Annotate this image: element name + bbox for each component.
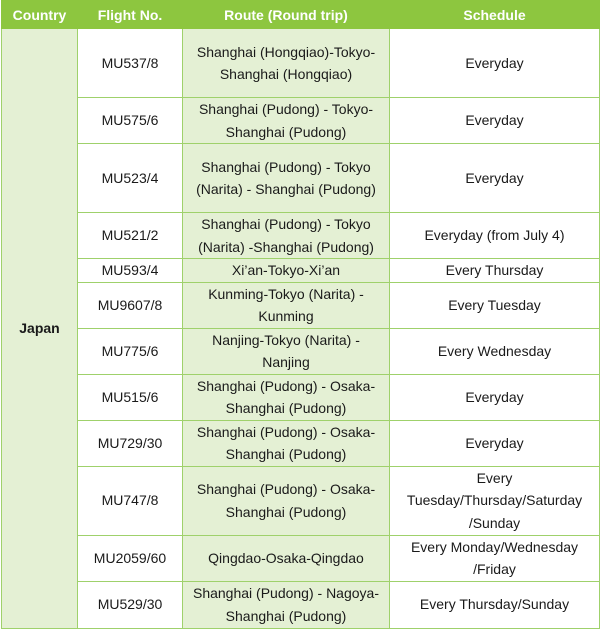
schedule-text: Everyday (465, 54, 524, 71)
country-cell: Japan (2, 29, 78, 629)
route-cell (183, 282, 390, 328)
route-text: Shanghai (Pudong) - Tokyo (Narita) -Shanghai (Pudong) (198, 216, 374, 255)
header-route: Route (Round trip) (183, 1, 390, 29)
route-cell (183, 581, 390, 628)
schedule-cell (390, 328, 600, 374)
route-text: Shanghai (Hongqiao)-Tokyo-Shanghai (Hongqiao) (196, 43, 376, 82)
schedule-text: Everyday (465, 112, 524, 129)
table-row (2, 374, 600, 420)
schedule-text: Every Thursday/Sunday (419, 596, 570, 613)
schedule-cell (390, 259, 600, 283)
header-row (2, 1, 600, 29)
table-row (2, 581, 600, 628)
route-cell (183, 98, 390, 144)
schedule-cell (390, 420, 600, 466)
header-country: Country (2, 1, 78, 29)
route-text: Shanghai (Pudong) - Osaka-Shanghai (Pudong) (196, 377, 376, 416)
schedule-text: Everyday (465, 434, 524, 451)
route-cell (183, 259, 390, 283)
flight-number-cell: MU775/6 (78, 328, 183, 374)
table-header (2, 1, 600, 29)
route-cell (183, 29, 390, 98)
flight-number-cell: MU537/8 (78, 29, 183, 98)
table-row (2, 259, 600, 283)
table-row (2, 328, 600, 374)
table-row (2, 420, 600, 466)
flight-number-cell: MU2059/60 (78, 535, 183, 581)
flight-number-cell: MU593/4 (78, 259, 183, 283)
flight-number-cell: MU9607/8 (78, 282, 183, 328)
table-row (2, 466, 600, 535)
route-text: Kunming-Tokyo (Narita) - Kunming (208, 285, 364, 324)
table-body (2, 29, 600, 629)
schedule-text: Every Tuesday/Thursday/Saturday /Sunday (406, 469, 583, 531)
header-schedule: Schedule (390, 1, 600, 29)
schedule-cell (390, 466, 600, 535)
table-row (2, 535, 600, 581)
route-text: Shanghai (Pudong) - Tokyo (Narita) - Shanghai (Pudong) (196, 158, 376, 197)
schedule-text: Every Wednesday (437, 342, 552, 359)
flight-number-cell: MU529/30 (78, 581, 183, 628)
schedule-cell (390, 29, 600, 98)
table-row (2, 144, 600, 213)
schedule-text: Every Monday/Wednesday /Friday (410, 538, 579, 577)
header-flight-no: Flight No. (78, 1, 183, 29)
flight-number-cell: MU575/6 (78, 98, 183, 144)
route-text: Shanghai (Pudong) - Tokyo-Shanghai (Pudong) (198, 101, 374, 140)
schedule-cell (390, 282, 600, 328)
flight-number-cell: MU515/6 (78, 374, 183, 420)
route-cell (183, 144, 390, 213)
route-text: Shanghai (Pudong) - Osaka-Shanghai (Pudong) (196, 423, 376, 462)
route-cell (183, 328, 390, 374)
schedule-cell (390, 535, 600, 581)
route-text: Xi’an-Tokyo-Xi’an (231, 262, 341, 278)
flight-number-cell: MU521/2 (78, 213, 183, 259)
table-row (2, 98, 600, 144)
flights-table (1, 0, 600, 629)
table-row (2, 29, 600, 98)
route-cell (183, 213, 390, 259)
route-cell (183, 535, 390, 581)
schedule-cell (390, 144, 600, 213)
route-text: Shanghai (Pudong) - Osaka-Shanghai (Pudong) (196, 481, 376, 520)
schedule-cell (390, 374, 600, 420)
route-text: Qingdao-Osaka-Qingdao (208, 549, 364, 566)
schedule-cell (390, 213, 600, 259)
table-row (2, 282, 600, 328)
schedule-text: Everyday (465, 388, 524, 405)
schedule-cell (390, 581, 600, 628)
flight-number-cell: MU729/30 (78, 420, 183, 466)
route-text: Shanghai (Pudong) - Nagoya-Shanghai (Pudong) (192, 585, 379, 624)
route-cell (183, 374, 390, 420)
table-row (2, 213, 600, 259)
flight-number-cell: MU523/4 (78, 144, 183, 213)
schedule-text: Everyday (from July 4) (424, 227, 565, 244)
schedule-cell (390, 98, 600, 144)
schedule-text: Everyday (465, 169, 524, 186)
route-cell (183, 466, 390, 535)
route-text: Nanjing-Tokyo (Narita) -Nanjing (212, 331, 360, 370)
flight-number-cell: MU747/8 (78, 466, 183, 535)
route-cell (183, 420, 390, 466)
schedule-text: Every Thursday (445, 262, 544, 278)
schedule-text: Every Tuesday (448, 296, 541, 313)
